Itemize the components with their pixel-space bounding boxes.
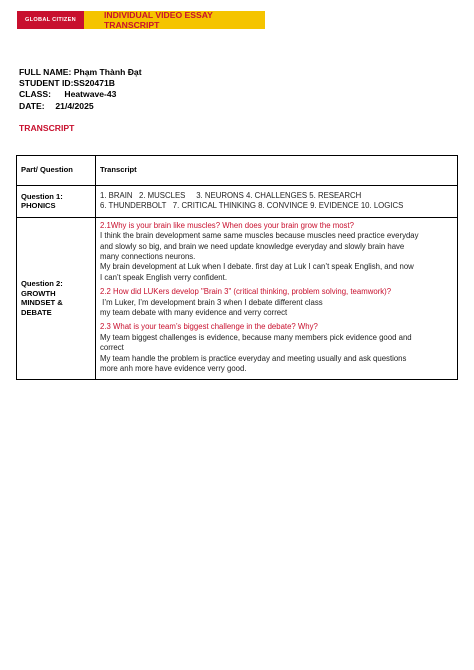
answer-line: more anh more have evidence verry good. (100, 364, 247, 374)
document-title: INDIVIDUAL VIDEO ESSAY TRANSCRIPT (104, 10, 213, 30)
global-citizen-tag (17, 11, 84, 29)
title-banner (84, 11, 265, 29)
full-name-label: FULL NAME: (19, 67, 72, 77)
question-1-label (17, 186, 96, 218)
table-header-row (17, 156, 458, 186)
header-part-question-text: Part/ Question (21, 165, 73, 175)
subquestion-2-1: 2.1Why is your brain like muscles? When does your brain grow the most? (100, 220, 354, 230)
header-transcript (96, 156, 458, 186)
question-2-label-line3: MINDSET & (21, 298, 63, 308)
transcript-table (16, 155, 458, 380)
question-2-label-line2: GROWTH (21, 288, 56, 298)
subquestion-2-3: 2.3 What is your team’s biggest challenge in the debate? Why? (100, 322, 318, 332)
answer-line: my team debate with many evidence and verry correct (100, 308, 288, 318)
answer-line: I think the brain development same same muscles because muscles need practice everyday (100, 231, 419, 241)
student-info (19, 67, 142, 112)
answer-line: and slowly so big, and brain we need update knowledge everyday and slowly brain have (100, 241, 405, 251)
question-1-answer (96, 186, 458, 218)
student-id-row (19, 78, 142, 89)
date-value: 21/4/2025 (55, 100, 94, 111)
header-transcript-text: Transcript (100, 165, 137, 175)
class-row (19, 89, 142, 100)
answer-line: My team biggest challenges is evidence, because many members pick evidence good and (100, 332, 412, 342)
student-id-label: STUDENT ID: (19, 78, 74, 89)
date-label: DATE: (19, 100, 45, 111)
question-2-label-line4: DEBATE (21, 307, 52, 317)
answer-line: My team handle the problem is practice everyday and meeting usually and ask questions (100, 353, 407, 363)
question-2-label (17, 217, 96, 379)
student-id-value: SS20471B (73, 78, 115, 89)
subquestion-2-2: 2.2 How did LUKers develop "Brain 3" (critical thinking, problem solving, teamwork)? (100, 287, 392, 297)
class-label: CLASS: (19, 89, 51, 100)
global-citizen-tag-text: GLOBAL CITIZEN (24, 17, 77, 23)
answer-line: many connections neurons. (100, 252, 196, 262)
full-name-row (19, 67, 142, 78)
phonics-line-1: 1. BRAIN 2. MUSCLES 3. NEURONS 4. CHALLENGES 5. RESEARCH (100, 191, 362, 200)
question-1-label-line1: Question 1: (21, 191, 63, 201)
answer-line: correct (100, 343, 124, 353)
document-header (17, 11, 265, 29)
date-row (19, 101, 142, 112)
question-1-label-line2: PHONICS (21, 201, 56, 211)
question-2-answer (96, 217, 458, 379)
full-name-value: Phạm Thành Đạt (73, 67, 142, 77)
table-row (17, 186, 458, 218)
question-2-label-line1: Question 2: (21, 278, 63, 288)
table-row (17, 217, 458, 379)
class-value: Heatwave-43 (64, 89, 117, 100)
transcript-heading: TRANSCRIPT (19, 123, 75, 133)
header-part-question (17, 156, 96, 186)
answer-line: I’m Luker, I’m development brain 3 when I debate different class (100, 297, 323, 307)
answer-line: My brain development at Luk when I debate. first day at Luk I can’t speak English, and now (100, 262, 414, 272)
answer-line: I can’t speak English verry confident. (100, 272, 227, 282)
phonics-line-2: 6. THUNDERBOLT 7. CRITICAL THINKING 8. CONVINCE 9. EVIDENCE 10. LOGICS (100, 201, 404, 211)
